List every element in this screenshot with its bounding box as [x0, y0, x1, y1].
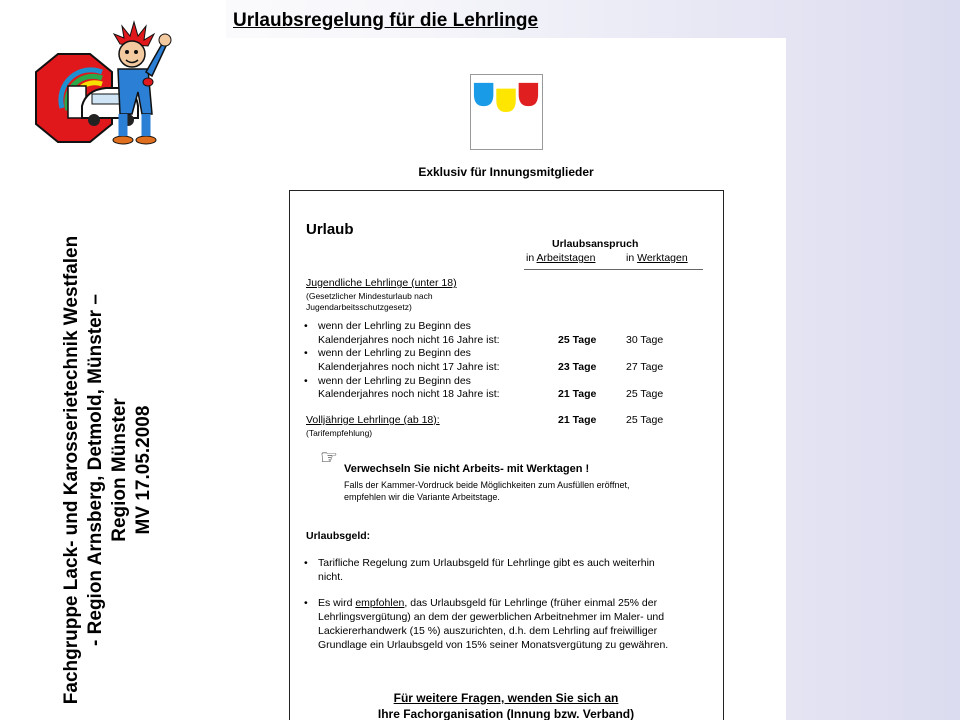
- slide-title: Urlaubsregelung für die Lehrlinge: [233, 10, 539, 31]
- document-frame: [289, 190, 724, 720]
- footer-line-2: Ihre Fachorganisation (Innung bzw. Verband): [377, 707, 635, 720]
- pointing-hand-icon: ☞: [320, 447, 338, 469]
- geld-bullet-2-line-1: Es wird empfohlen, das Urlaubsgeld für Lehrlinge (früher einmal 25% der: [318, 597, 658, 609]
- bullet-dot: •: [304, 557, 308, 569]
- row-1-werk: 30 Tage: [626, 334, 664, 346]
- row-2-werk: 27 Tage: [626, 361, 664, 373]
- voll-werk: 25 Tage: [626, 414, 664, 426]
- row-1-line-2: Kalenderjahres noch nicht 16 Jahre ist:: [318, 334, 500, 346]
- jugend-title: Jugendliche Lehrlinge (unter 18): [306, 277, 457, 289]
- row-2-line-2: Kalenderjahres noch nicht 17 Jahre ist:: [318, 361, 500, 373]
- row-2-arbeit: 23 Tage: [558, 361, 597, 373]
- voll-arbeit: 21 Tage: [558, 414, 597, 426]
- geld-bullet-1-line-2: nicht.: [318, 571, 344, 583]
- row-2-line-1: wenn der Lehrling zu Beginn des: [318, 347, 471, 359]
- bullet-dot: •: [304, 347, 308, 359]
- car-painter-mascot-icon: [28, 14, 173, 149]
- geld-bullet-2-line-3: Lackiererhandwerk (15 %) auszurichten, d.h. dem Lehrling auf freiwilliger: [318, 625, 658, 637]
- paint-drops-logo-icon: [470, 74, 543, 150]
- urlaub-heading: Urlaub: [306, 221, 354, 238]
- row-3-line-2: Kalenderjahres noch nicht 18 Jahre ist:: [318, 388, 500, 400]
- sidebar-line-3: Region Münster: [109, 398, 130, 542]
- warn-title: Verwechseln Sie nicht Arbeits- mit Werktagen !: [344, 463, 590, 475]
- row-1-arbeit: 25 Tage: [558, 334, 597, 346]
- column-divider: [524, 269, 703, 270]
- column-werktage: in Werktagen: [626, 252, 688, 264]
- row-1-line-1: wenn der Lehrling zu Beginn des: [318, 320, 471, 332]
- sidebar-vertical-text: [60, 200, 156, 720]
- geld-bullet-1-line-1: Tarifliche Regelung zum Urlaubsgeld für Lehrlinge gibt es auch weiterhin: [318, 557, 655, 569]
- row-3-arbeit: 21 Tage: [558, 388, 597, 400]
- anspruch-header: Urlaubsanspruch: [552, 238, 639, 250]
- document-scan: [226, 38, 786, 720]
- jugend-note-2: Jugendarbeitsschutzgesetz): [306, 302, 412, 312]
- jugend-note-1: (Gesetzlicher Mindesturlaub nach: [306, 291, 433, 301]
- exklusiv-label: Exklusiv für Innungsmitglieder: [418, 165, 594, 179]
- row-3-line-1: wenn der Lehrling zu Beginn des: [318, 375, 471, 387]
- warn-line-2: empfehlen wir die Variante Arbeitstage.: [344, 492, 500, 502]
- voll-title: Volljährige Lehrlinge (ab 18):: [306, 414, 440, 426]
- column-arbeitstage: in Arbeitstagen: [526, 252, 596, 264]
- geld-bullet-2-line-2: Lehrlingsvergütung) an dem der gewerblichen Arbeitnehmer im Maler- und: [318, 611, 665, 623]
- geld-bullet-2-line-4: Grundlage ein Urlaubsgeld von 15% seiner Monatsvergütung zu gewähren.: [318, 639, 669, 651]
- voll-note: (Tarifempfehlung): [306, 428, 373, 438]
- bullet-dot: •: [304, 375, 308, 387]
- footer-line-1: Für weitere Fragen, wenden Sie sich an: [393, 691, 619, 705]
- row-3-werk: 25 Tage: [626, 388, 664, 400]
- sidebar-line-4: MV 17.05.2008: [133, 405, 154, 535]
- bullet-dot: •: [304, 597, 308, 609]
- urlaubsgeld-heading: Urlaubsgeld:: [306, 530, 371, 542]
- sidebar-line-2: - Region Arnsberg, Detmold, Münster –: [85, 294, 106, 646]
- sidebar-line-1: Fachgruppe Lack- und Karosserietechnik Westfalen: [61, 235, 82, 705]
- warn-line-1: Falls der Kammer-Vordruck beide Möglichkeiten zum Ausfüllen eröffnet,: [344, 480, 630, 490]
- bullet-dot: •: [304, 320, 308, 332]
